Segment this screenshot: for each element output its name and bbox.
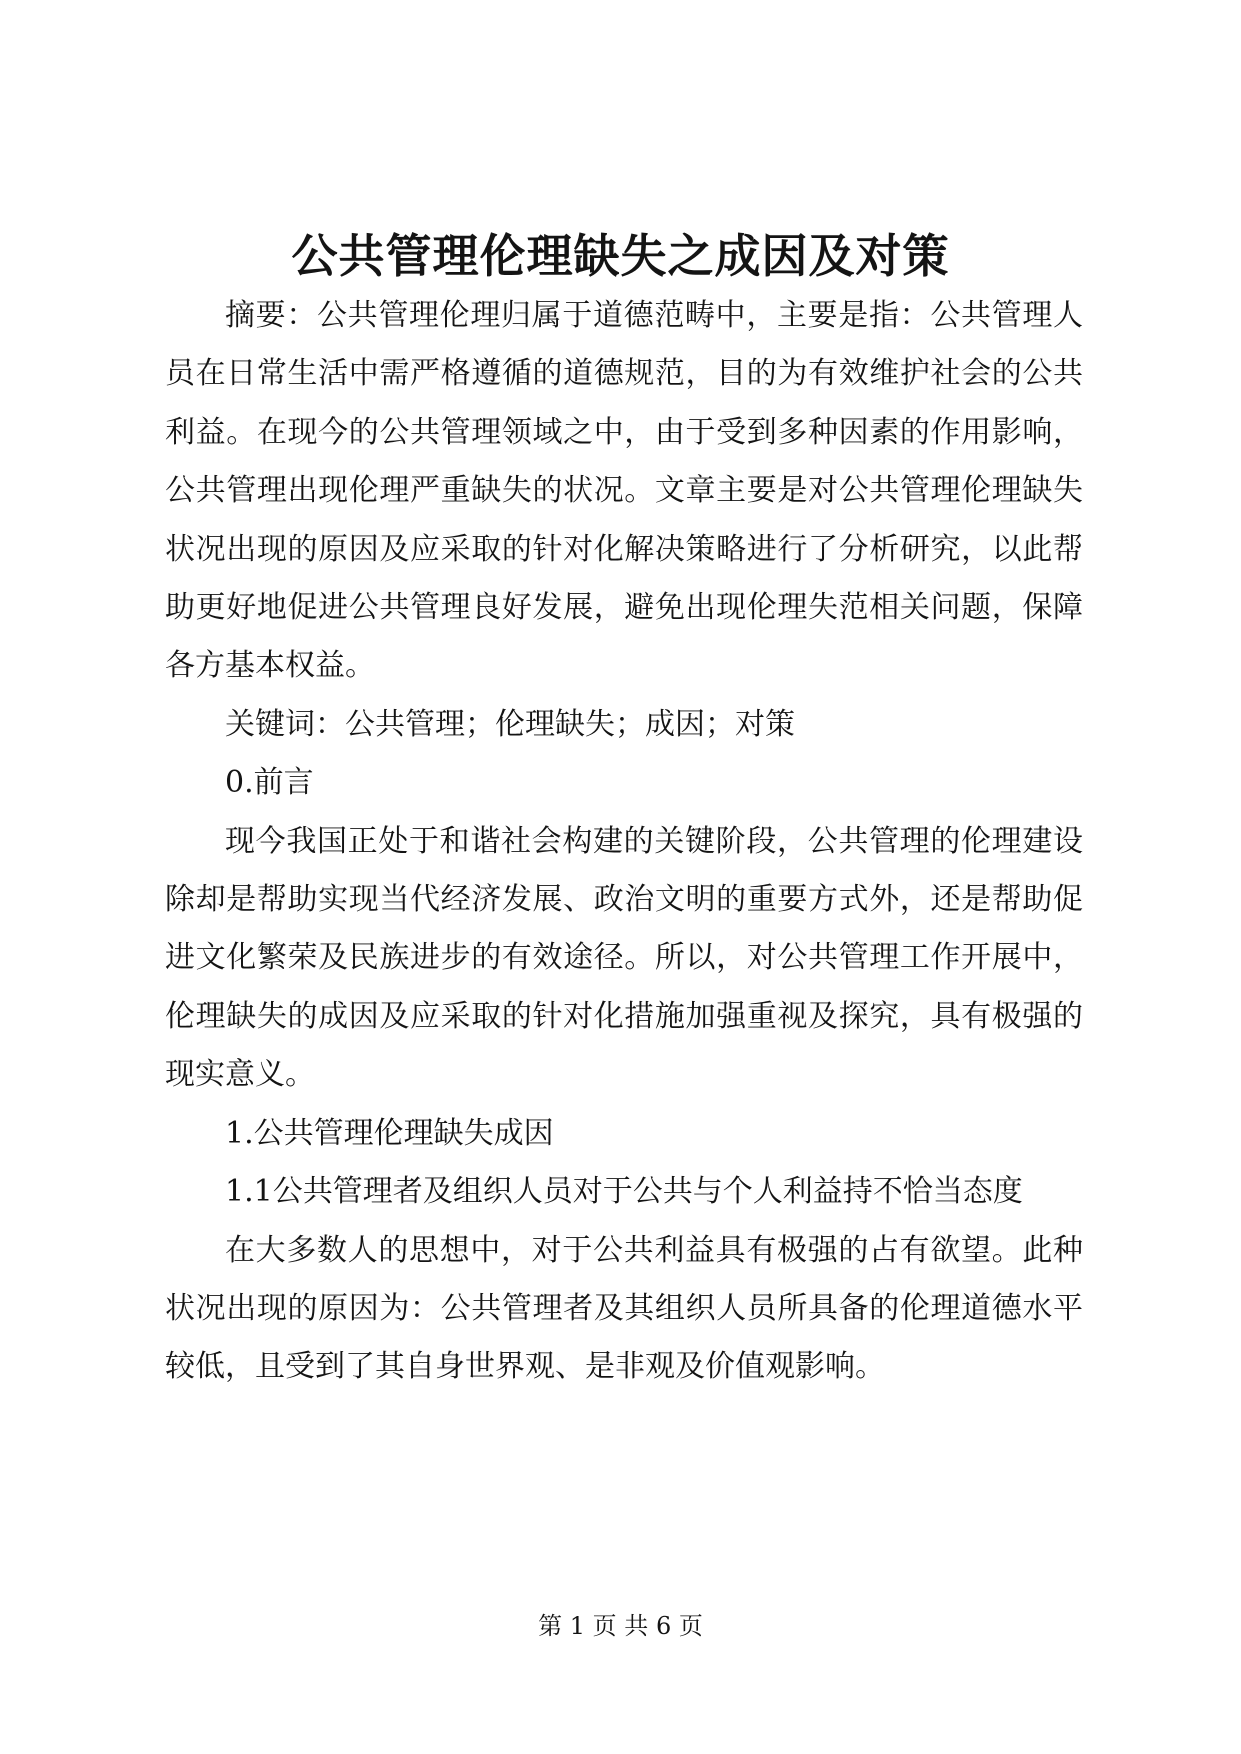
document-body: [165, 287, 1083, 1397]
abstract-paragraph: 摘要：公共管理伦理归属于道德范畴中，主要是指：公共管理人员在日常生活中需严格遵循的道德规范，目的为有效维护社会的公共利益。在现今的公共管理领域之中，由于受到多种因素的作用影响，公共管理出现伦理严重缺失的状况。文章主要是对公共管理伦理缺失状况出现的原因及应采取的针对化解决策略进行了分析研究，以此帮助更好地促进公共管理良好发展，避免出现伦理失范相关问题，保障各方基本权益。: [165, 298, 1083, 684]
section-heading-causes: 1.公共管理伦理缺失成因: [225, 1115, 554, 1151]
section-heading-preface: 0.前言: [225, 765, 314, 801]
preface-paragraph: 现今我国正处于和谐社会构建的关键阶段，公共管理的伦理建设除却是帮助实现当代经济发展、政治文明的重要方式外，还是帮助促进文化繁荣及民族进步的有效途径。所以，对公共管理工作开展中，伦理缺失的成因及应采取的针对化措施加强重视及探究，具有极强的现实意义。: [165, 823, 1083, 1093]
keywords-paragraph: 关键词：公共管理；伦理缺失；成因；对策: [225, 706, 795, 742]
page-footer: 第 1 页 共 6 页: [538, 1612, 703, 1640]
document-title: 公共管理伦理缺失之成因及对策: [291, 229, 950, 283]
body-paragraph: 在大多数人的思想中，对于公共利益具有极强的占有欲望。此种状况出现的原因为：公共管理者及其组织人员所具备的伦理道德水平较低，且受到了其自身世界观、是非观及价值观影响。: [165, 1232, 1083, 1385]
subsection-heading-attitude: 1.1公共管理者及组织人员对于公共与个人利益持不恰当态度: [225, 1174, 1023, 1210]
